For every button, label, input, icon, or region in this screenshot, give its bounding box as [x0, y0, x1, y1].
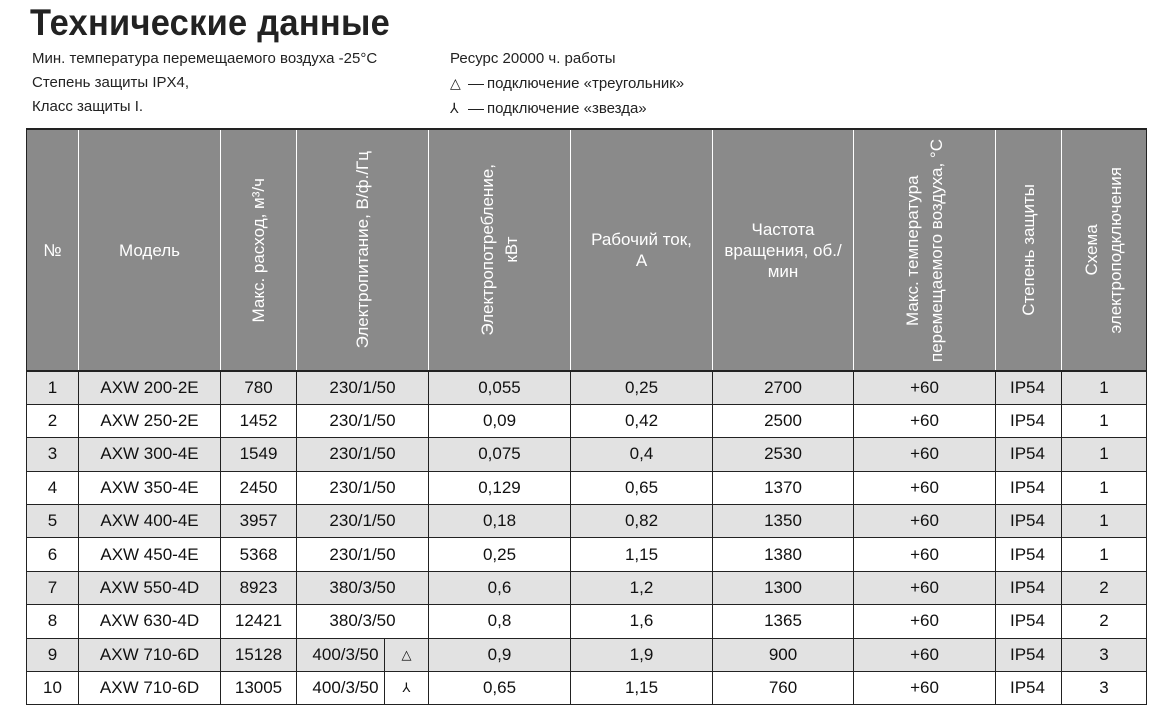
star-connection-icon: ⅄	[384, 672, 428, 704]
cell-voltage	[297, 471, 429, 504]
cell-temp: +60	[854, 505, 996, 538]
table-row	[27, 538, 1147, 571]
legend-triangle	[450, 71, 684, 96]
cell-num: 4	[27, 471, 79, 504]
info-min-temperature: Мин. температура перемещаемого воздуха -25°C	[32, 50, 378, 67]
cell-ip: IP54	[996, 672, 1062, 705]
cell-power: 0,25	[429, 538, 571, 571]
cell-current: 1,15	[571, 538, 713, 571]
cell-scheme: 3	[1062, 672, 1147, 705]
cell-power: 0,129	[429, 471, 571, 504]
cell-scheme: 1	[1062, 371, 1147, 404]
cell-scheme: 2	[1062, 571, 1147, 604]
cell-voltage	[297, 571, 429, 604]
legend-triangle-text: подключение «треугольник»	[487, 75, 685, 92]
star-connection-icon: ⅄	[450, 100, 459, 116]
cell-power: 0,18	[429, 505, 571, 538]
voltage-value: 380/3/50	[329, 611, 396, 631]
cell-temp: +60	[854, 438, 996, 471]
cell-current: 0,82	[571, 505, 713, 538]
cell-voltage	[297, 638, 429, 671]
cell-temp: +60	[854, 571, 996, 604]
cell-speed: 1380	[713, 538, 854, 571]
cell-ip: IP54	[996, 371, 1062, 404]
cell-speed: 1300	[713, 571, 854, 604]
cell-flow: 13005	[221, 672, 297, 705]
cell-current: 1,9	[571, 638, 713, 671]
cell-model: AXW 710-6D	[79, 672, 221, 705]
cell-temp: +60	[854, 471, 996, 504]
info-protection-class: Класс защиты I.	[32, 98, 144, 115]
cell-current: 1,2	[571, 571, 713, 604]
cell-temp: +60	[854, 672, 996, 705]
header-protection: Степень защиты	[996, 129, 1062, 371]
cell-ip: IP54	[996, 638, 1062, 671]
cell-scheme: 1	[1062, 538, 1147, 571]
cell-scheme: 1	[1062, 471, 1147, 504]
cell-power: 0,9	[429, 638, 571, 671]
cell-voltage	[297, 538, 429, 571]
cell-scheme: 1	[1062, 404, 1147, 437]
cell-num: 3	[27, 438, 79, 471]
cell-speed: 1370	[713, 471, 854, 504]
table-body	[27, 371, 1147, 705]
table-row	[27, 571, 1147, 604]
cell-flow: 2450	[221, 471, 297, 504]
cell-model: AXW 250-2E	[79, 404, 221, 437]
cell-voltage	[297, 605, 429, 638]
cell-current: 0,25	[571, 371, 713, 404]
cell-model: AXW 630-4D	[79, 605, 221, 638]
cell-ip: IP54	[996, 538, 1062, 571]
cell-voltage	[297, 371, 429, 404]
triangle-icon: △	[384, 639, 428, 671]
legend-dash	[468, 84, 484, 85]
cell-voltage	[297, 672, 429, 705]
info-left-block	[32, 47, 377, 119]
header-flow: Макс. расход, м³/ч	[221, 129, 297, 371]
page-title: Технические данные	[30, 2, 391, 43]
cell-temp: +60	[854, 538, 996, 571]
header-speed: Частота вращения, об./ мин	[713, 129, 854, 371]
cell-current: 0,42	[571, 404, 713, 437]
cell-flow: 5368	[221, 538, 297, 571]
cell-power: 0,65	[429, 672, 571, 705]
info-resource: Ресурс 20000 ч. работы	[450, 50, 616, 67]
cell-speed: 2500	[713, 404, 854, 437]
cell-model: AXW 200-2E	[79, 371, 221, 404]
info-right-block	[450, 47, 684, 121]
cell-num: 10	[27, 672, 79, 705]
header-consumption: Электропотребление, кВт	[429, 129, 571, 371]
cell-scheme: 2	[1062, 605, 1147, 638]
header-current: Рабочий ток, А	[571, 129, 713, 371]
cell-voltage	[297, 505, 429, 538]
table-row	[27, 605, 1147, 638]
table-header-row	[27, 129, 1147, 371]
cell-temp: +60	[854, 605, 996, 638]
cell-speed: 760	[713, 672, 854, 705]
cell-current: 1,6	[571, 605, 713, 638]
cell-power: 0,055	[429, 371, 571, 404]
voltage-value: 400/3/50	[312, 644, 379, 664]
voltage-value: 230/1/50	[329, 377, 396, 397]
cell-num: 2	[27, 404, 79, 437]
cell-temp: +60	[854, 371, 996, 404]
cell-power: 0,075	[429, 438, 571, 471]
table-row	[27, 672, 1147, 705]
legend-star	[450, 96, 684, 121]
cell-flow: 3957	[221, 505, 297, 538]
cell-speed: 1365	[713, 605, 854, 638]
cell-ip: IP54	[996, 605, 1062, 638]
table-row	[27, 438, 1147, 471]
cell-voltage	[297, 438, 429, 471]
header-num: №	[27, 129, 79, 371]
cell-power: 0,6	[429, 571, 571, 604]
header-scheme: Схема электроподключения	[1062, 129, 1147, 371]
cell-voltage	[297, 404, 429, 437]
voltage-value: 230/1/50	[329, 477, 396, 497]
cell-flow: 12421	[221, 605, 297, 638]
legend-dash	[468, 109, 484, 110]
cell-num: 7	[27, 571, 79, 604]
cell-current: 0,65	[571, 471, 713, 504]
header-model: Модель	[79, 129, 221, 371]
info-protection-degree: Степень защиты IPX4,	[32, 74, 190, 91]
cell-power: 0,8	[429, 605, 571, 638]
table-row	[27, 371, 1147, 404]
cell-ip: IP54	[996, 571, 1062, 604]
header-max-temperature: Макс. температура перемещаемого воздуха, °С	[854, 129, 996, 371]
voltage-value: 230/1/50	[329, 444, 396, 464]
cell-flow: 1549	[221, 438, 297, 471]
cell-num: 9	[27, 638, 79, 671]
legend-star-text: подключение «звезда»	[487, 100, 647, 117]
cell-speed: 2530	[713, 438, 854, 471]
cell-ip: IP54	[996, 505, 1062, 538]
table-row	[27, 505, 1147, 538]
cell-speed: 2700	[713, 371, 854, 404]
cell-model: AXW 350-4E	[79, 471, 221, 504]
cell-ip: IP54	[996, 471, 1062, 504]
cell-ip: IP54	[996, 404, 1062, 437]
triangle-icon: △	[450, 75, 461, 91]
cell-flow: 8923	[221, 571, 297, 604]
cell-num: 6	[27, 538, 79, 571]
cell-temp: +60	[854, 638, 996, 671]
cell-model: AXW 550-4D	[79, 571, 221, 604]
cell-model: AXW 710-6D	[79, 638, 221, 671]
cell-scheme: 3	[1062, 638, 1147, 671]
cell-model: AXW 450-4E	[79, 538, 221, 571]
voltage-value: 400/3/50	[312, 678, 379, 698]
cell-scheme: 1	[1062, 505, 1147, 538]
cell-num: 5	[27, 505, 79, 538]
cell-num: 8	[27, 605, 79, 638]
cell-current: 1,15	[571, 672, 713, 705]
cell-flow: 1452	[221, 404, 297, 437]
cell-num: 1	[27, 371, 79, 404]
voltage-value: 230/1/50	[329, 544, 396, 564]
cell-scheme: 1	[1062, 438, 1147, 471]
cell-ip: IP54	[996, 438, 1062, 471]
table-row	[27, 471, 1147, 504]
cell-flow: 15128	[221, 638, 297, 671]
voltage-value: 230/1/50	[329, 411, 396, 431]
cell-speed: 1350	[713, 505, 854, 538]
voltage-value: 230/1/50	[329, 511, 396, 531]
cell-speed: 900	[713, 638, 854, 671]
cell-temp: +60	[854, 404, 996, 437]
cell-power: 0,09	[429, 404, 571, 437]
cell-model: AXW 400-4E	[79, 505, 221, 538]
cell-current: 0,4	[571, 438, 713, 471]
voltage-value: 380/3/50	[329, 578, 396, 598]
cell-flow: 780	[221, 371, 297, 404]
table-row	[27, 404, 1147, 437]
header-power-supply: Электропитание, В/ф./Гц	[297, 129, 429, 371]
technical-data-table	[26, 128, 1147, 705]
table-row	[27, 638, 1147, 671]
cell-model: AXW 300-4E	[79, 438, 221, 471]
